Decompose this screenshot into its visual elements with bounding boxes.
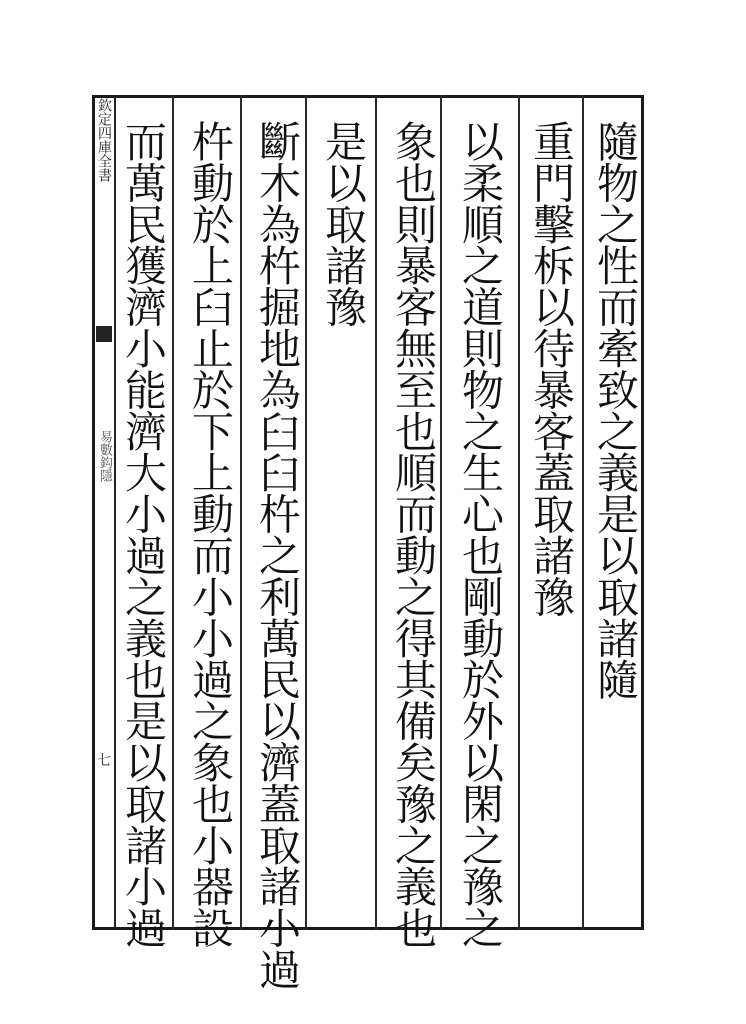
text-column-2: 重門擊柝以待暴客蓋取諸豫 <box>527 120 576 617</box>
column-rule <box>582 95 584 930</box>
margin-page-number: 七 <box>97 753 111 769</box>
text-column-3: 以柔順之道則物之生心也剛動於外以閑之豫之 <box>456 120 505 949</box>
text-column-8: 而萬民獲濟小能濟大小過之義也是以取諸小過 <box>119 120 168 949</box>
margin-fishtail-mark <box>96 326 112 342</box>
column-rule <box>440 95 442 930</box>
column-rule <box>240 95 242 930</box>
column-rule <box>305 95 307 930</box>
column-rule <box>375 95 377 930</box>
text-column-6: 斷木為杵掘地為臼臼杵之利萬民以濟蓋取諸小過 <box>253 120 302 990</box>
text-column-1: 隨物之性而牽致之義是以取諸隨 <box>591 120 640 700</box>
margin-column <box>92 95 116 930</box>
text-column-5: 是以取諸豫 <box>319 120 368 328</box>
margin-title: 欽定四庫全書 <box>96 98 112 182</box>
column-rule <box>172 95 174 930</box>
text-column-7: 杵動於上臼止於下上動而小小過之象也小器設 <box>186 120 235 949</box>
text-column-4: 象也則暴客無至也順而動之得其備矣豫之義也 <box>389 120 438 949</box>
margin-subtitle: 易數鈎隱 <box>97 430 112 482</box>
column-rule <box>518 95 520 930</box>
